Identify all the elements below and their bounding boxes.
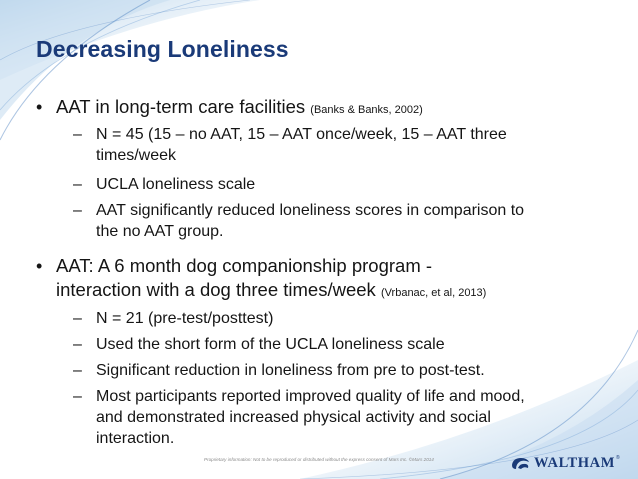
sub-dash: –	[73, 176, 82, 193]
sub-bullet-2-4-cont: and demonstrated increased physical activity and social	[96, 409, 491, 426]
sub-bullet-2-4: Most participants reported improved quality of life and mood,	[96, 388, 525, 405]
sub-bullet-1-3-cont: the no AAT group.	[96, 223, 224, 240]
sub-dash: –	[73, 362, 82, 379]
sub-dash: –	[73, 310, 82, 327]
logo-registered: ®	[616, 455, 620, 461]
sub-bullet-2-1: N = 21 (pre-test/posttest)	[96, 310, 274, 327]
waltham-logo	[509, 455, 620, 472]
sub-bullet-1-1: N = 45 (15 – no AAT, 15 – AAT once/week, 15 – AAT three	[96, 126, 507, 143]
bullet-1-citation: (Banks & Banks, 2002)	[310, 104, 423, 116]
bullet-dot: •	[36, 97, 43, 117]
sub-bullet-2-2: Used the short form of the UCLA loneliness scale	[96, 336, 445, 353]
sub-bullet-2-4-cont2: interaction.	[96, 430, 175, 447]
slide-title: Decreasing Loneliness	[36, 36, 289, 62]
bullet-1-text	[56, 96, 423, 118]
bullet-2-line-1: AAT: A 6 month dog companionship program -	[56, 255, 433, 276]
sub-dash: –	[73, 336, 82, 353]
waltham-swirl-icon	[509, 456, 531, 472]
logo-text: WALTHAM	[534, 455, 616, 471]
sub-bullet-1-1-cont: times/week	[96, 147, 177, 164]
bullet-2-label: interaction with a dog three times/week	[56, 279, 376, 300]
bullet-2-line-2	[56, 279, 486, 301]
sub-dash: –	[73, 388, 82, 405]
sub-bullet-1-3: AAT significantly reduced loneliness scores in comparison to	[96, 202, 525, 219]
sub-dash: –	[73, 202, 82, 219]
footer-disclaimer: Proprietary information: Not to be reproduced or distributed without the express consent of Mars Inc. ©Mars 2014	[204, 457, 434, 462]
sub-bullet-2-3: Significant reduction in loneliness from pre to post-test.	[96, 362, 485, 379]
bullet-1-label: AAT in long-term care facilities	[56, 96, 306, 117]
bullet-2-citation: (Vrbanac, et al, 2013)	[380, 287, 487, 299]
sub-bullet-1-2: UCLA loneliness scale	[96, 176, 256, 193]
sub-dash: –	[73, 126, 82, 143]
bullet-dot: •	[36, 256, 43, 276]
